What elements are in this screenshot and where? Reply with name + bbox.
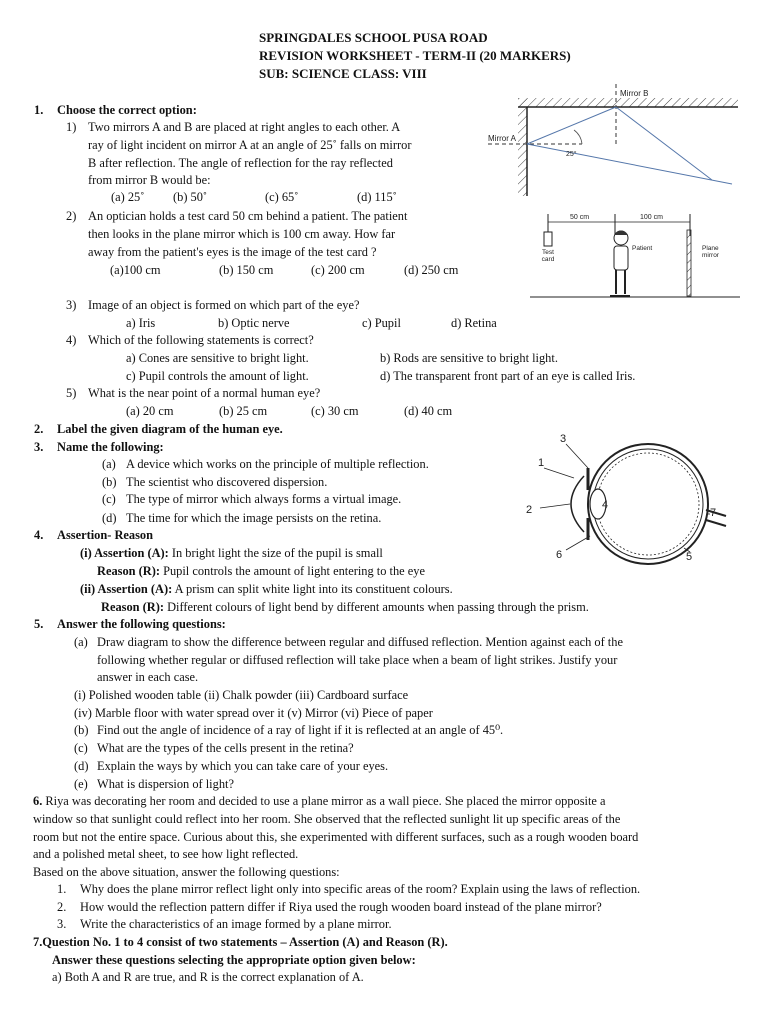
q1-2-option: (c) 200 cm: [311, 263, 365, 277]
q6-number: 6.: [33, 794, 43, 808]
q3-item-label: (d): [102, 511, 117, 525]
worksheet-title: REVISION WORKSHEET - TERM-II (20 MARKERS): [259, 48, 571, 63]
reason-label: Reason (R):: [101, 600, 164, 614]
pointer-3: [566, 444, 588, 468]
assertion-text: In bright light the size of the pupil is small: [168, 546, 383, 560]
q7-option-a: a) Both A and R are true, and R is the correct explanation of A.: [52, 970, 364, 984]
pointer-2: [540, 504, 570, 508]
q5-number: 5.: [34, 617, 44, 631]
q1-3-option: a) Iris: [126, 316, 156, 330]
q3-number: 3.: [34, 440, 44, 454]
q3-item-text: The type of mirror which always forms a virtual image.: [126, 492, 402, 506]
distance-100: 100 cm: [640, 214, 663, 221]
q1-1-line: ray of light incident on mirror A at an angle of 25˚ falls on mirror: [88, 138, 412, 152]
test-card: [544, 232, 552, 246]
q1-1-line: Two mirrors A and B are placed at right angles to each other. A: [88, 120, 401, 134]
mirror-b-hatching: [518, 98, 738, 107]
q5-item-text: What is dispersion of light?: [97, 777, 234, 791]
eye-label-2: 2: [526, 504, 533, 516]
q5-a-line: answer in each case.: [97, 670, 199, 684]
pointer-6: [566, 536, 590, 550]
q1-3-number: 3): [66, 298, 77, 312]
q1-1-option: (a) 25˚: [111, 190, 145, 204]
q3-item-label: (b): [102, 475, 117, 489]
angle-label: 25°: [566, 151, 577, 158]
q1-3-option: d) Retina: [451, 316, 497, 330]
subject-line: SUB: SCIENCE CLASS: VIII: [259, 66, 427, 81]
optic-nerve: [706, 520, 726, 526]
plane-mirror-label: mirror: [702, 252, 719, 259]
cornea: [571, 476, 584, 532]
q1-5-option: (d) 40 cm: [404, 404, 453, 418]
q6-item-number: 3.: [57, 917, 67, 931]
q6-line-1: [33, 794, 606, 809]
q1-5-option: (b) 25 cm: [219, 404, 268, 418]
q5-item-label: (c): [74, 741, 88, 755]
optician-diagram: [530, 208, 740, 304]
q5-title: Answer the following questions:: [57, 617, 226, 631]
q6-item-number: 1.: [57, 882, 67, 896]
patient-figure: [610, 231, 630, 297]
q1-1-option: (b) 50˚: [173, 190, 208, 204]
q1-4-line: Which of the following statements is correct?: [88, 333, 314, 347]
q5-list-2: (iv) Marble floor with water spread over it (v) Mirror (vi) Piece of paper: [74, 706, 433, 720]
q4-reason-1: [97, 564, 425, 579]
q5-a-label: (a): [74, 635, 88, 649]
patient-label: Patient: [632, 245, 653, 252]
incident-ray: [527, 144, 732, 184]
assertion-text: A prism can split white light into its constituent colours.: [172, 582, 453, 596]
angle-arc: [574, 130, 582, 144]
eye-diagram: [518, 428, 728, 576]
q6-line: Based on the above situation, answer the following questions:: [33, 865, 340, 879]
q1-2-line: An optician holds a test card 50 cm behind a patient. The patient: [88, 209, 408, 223]
q1-5-option: (c) 30 cm: [311, 404, 359, 418]
eye-label-7: 7: [710, 507, 717, 519]
assertion-label: (i) Assertion (A):: [80, 546, 169, 560]
q1-2-option: (a)100 cm: [110, 263, 161, 277]
distance-50: 50 cm: [570, 214, 590, 221]
q7-title: 7.Question No. 1 to 4 consist of two statements – Assertion (A) and Reason (R).: [33, 935, 448, 949]
q1-number: 1.: [34, 103, 44, 117]
q1-2-option: (b) 150 cm: [219, 263, 274, 277]
q6-text: Riya was decorating her room and decided to use a plane mirror as a wall piece. She placed the mirror opposite a: [42, 794, 606, 808]
eye-label-1: 1: [538, 457, 545, 469]
q1-1-line: from mirror B would be:: [88, 173, 211, 187]
q1-2-line: then looks in the plane mirror which is 100 cm away. How far: [88, 227, 396, 241]
assertion-label: (ii) Assertion (A):: [80, 582, 173, 596]
eye-label-5: 5: [686, 551, 693, 563]
q5-item-text: Find out the angle of incidence of a ray of light if it is reflected at an angle of 45⁰.: [97, 723, 504, 737]
q6-line: and a polished metal sheet, to see how light reflected.: [33, 847, 299, 861]
q5-item-label: (b): [74, 723, 89, 737]
q3-item-label: (a): [102, 457, 116, 471]
q1-1-option: (d) 115˚: [357, 190, 397, 204]
q6-line: window so that sunlight could reflect into her room. She observed that the reflected sunlight lit up specific areas of the: [33, 812, 621, 826]
q3-item-text: The time for which the image persists on the retina.: [126, 511, 382, 525]
q5-item-text: What are the types of the cells present in the retina?: [97, 741, 354, 755]
q1-2-line: away from the patient's eyes is the image of the test card ?: [88, 245, 377, 259]
q1-5-line: What is the near point of a normal human eye?: [88, 386, 321, 400]
q1-title: Choose the correct option:: [57, 103, 197, 117]
q2-title: Label the given diagram of the human eye.: [57, 422, 283, 436]
q3-item-text: A device which works on the principle of multiple reflection.: [126, 457, 429, 471]
q4-title: Assertion- Reason: [57, 528, 154, 542]
q4-assertion-1: [80, 546, 383, 561]
reflected-ray: [527, 107, 616, 144]
reason-text: Pupil controls the amount of light entering to the eye: [159, 564, 425, 578]
q1-3-line: Image of an object is formed on which part of the eye?: [88, 298, 360, 312]
q1-4-number: 4): [66, 333, 77, 347]
q1-1-option: (c) 65˚: [265, 190, 299, 204]
school-name: SPRINGDALES SCHOOL PUSA ROAD: [259, 30, 488, 45]
q6-line: room but not the entire space. Curious about this, she experimented with different surfaces, such as a rough wooden board: [33, 830, 639, 844]
q1-3-option: b) Optic nerve: [218, 316, 290, 330]
mirror-diagram: [482, 84, 740, 196]
q6-item-text: Write the characteristics of an image formed by a plane mirror.: [80, 917, 392, 931]
eye-label-3: 3: [560, 433, 567, 445]
q3-item-label: (c): [102, 492, 116, 506]
pointer-1: [544, 468, 574, 478]
q5-item-label: (d): [74, 759, 89, 773]
q5-a-line: Draw diagram to show the difference between regular and diffused reflection. Mention against each of the: [97, 635, 623, 649]
q2-number: 2.: [34, 422, 44, 436]
reason-text: Different colours of light bend by different amounts when passing through the prism.: [163, 600, 589, 614]
plane-mirror-label: Plane: [702, 245, 719, 252]
q1-1-number: 1): [66, 120, 77, 134]
q1-5-option: (a) 20 cm: [126, 404, 174, 418]
test-card-label: card: [541, 256, 555, 263]
q6-item-number: 2.: [57, 900, 67, 914]
mirror-a-label: Mirror A: [488, 134, 516, 143]
q1-4-option: a) Cones are sensitive to bright light.: [126, 351, 309, 365]
q5-a-line: following whether regular or diffused reflection will take place when a beam of light strikes. Justify your: [97, 653, 618, 667]
q1-5-number: 5): [66, 386, 77, 400]
test-card-label: Test: [542, 249, 554, 256]
q4-assertion-2: [80, 582, 453, 597]
q6-item-text: Why does the plane mirror reflect light only into specific areas of the room? Explain using the laws of reflection.: [80, 882, 641, 896]
q1-4-option: d) The transparent front part of an eye is called Iris.: [380, 369, 636, 383]
q6-item-text: How would the reflection pattern differ if Riya used the rough wooden board instead of the plane mirror?: [80, 900, 602, 914]
q1-1-line: B after reflection. The angle of reflection for the ray reflected: [88, 156, 393, 170]
eye-label-4: 4: [602, 499, 609, 511]
q5-item-label: (e): [74, 777, 88, 791]
reason-label: Reason (R):: [97, 564, 160, 578]
q1-2-option: (d) 250 cm: [404, 263, 459, 277]
q1-2-number: 2): [66, 209, 77, 223]
q1-4-option: b) Rods are sensitive to bright light.: [380, 351, 558, 365]
q1-3-option: c) Pupil: [362, 316, 401, 330]
q5-list-1: (i) Polished wooden table (ii) Chalk powder (iii) Cardboard surface: [74, 688, 409, 702]
q3-title: Name the following:: [57, 440, 164, 454]
q1-4-option: c) Pupil controls the amount of light.: [126, 369, 309, 383]
mirror-a-hatching: [518, 98, 527, 196]
q3-item-text: The scientist who discovered dispersion.: [126, 475, 328, 489]
second-reflected-ray: [616, 107, 712, 180]
q4-number: 4.: [34, 528, 44, 542]
eye-label-6: 6: [556, 549, 563, 561]
q7-subtitle: Answer these questions selecting the appropriate option given below:: [52, 953, 416, 967]
q5-item-text: Explain the ways by which you can take care of your eyes.: [97, 759, 389, 773]
q4-reason-2: [101, 600, 589, 615]
plane-mirror: [687, 230, 691, 296]
mirror-b-label: Mirror B: [620, 89, 649, 98]
